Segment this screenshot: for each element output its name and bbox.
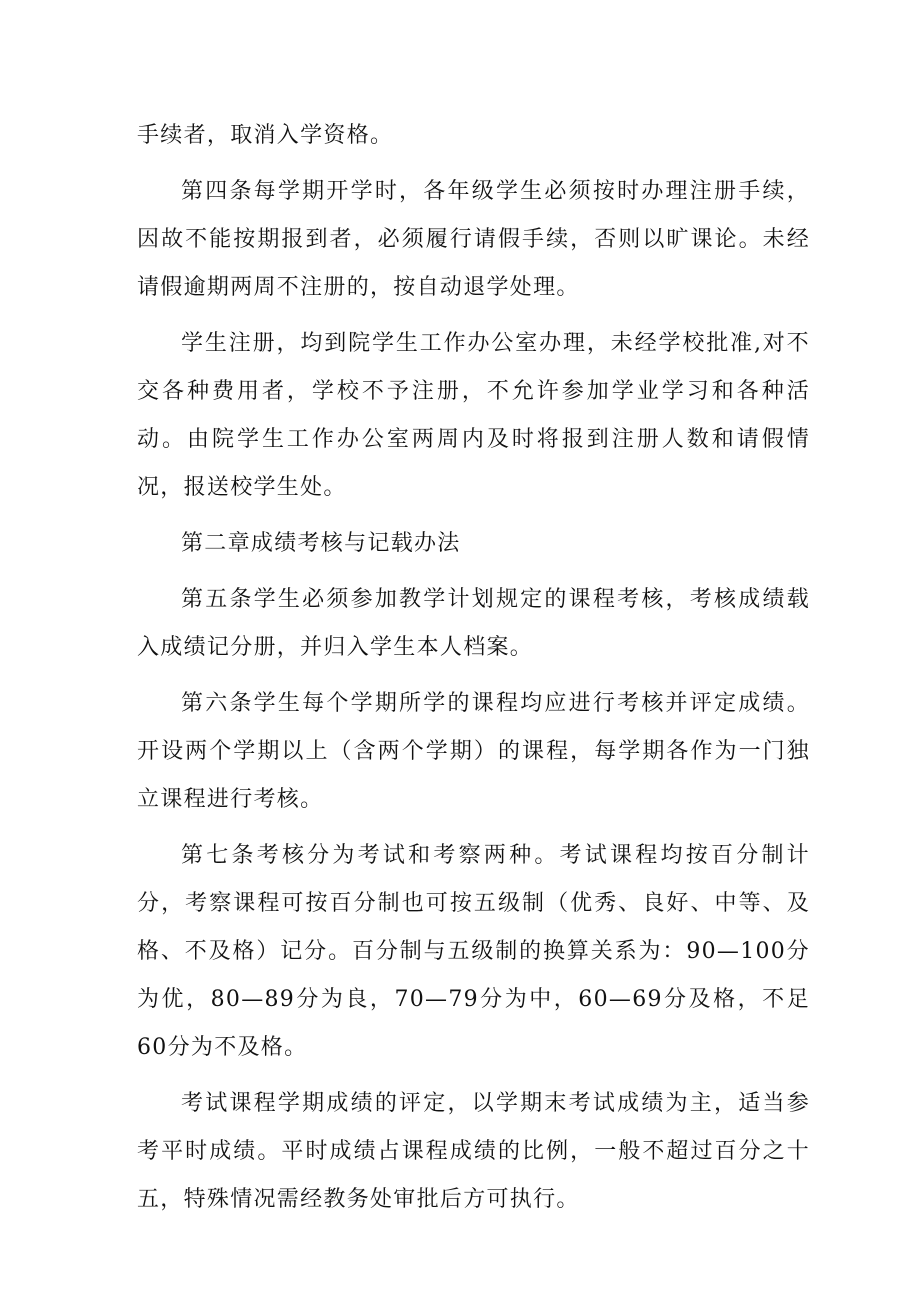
paragraph-registration: 学生注册，均到院学生工作办公室办理，未经学校批准,对不交各种费用者，学校不予注册，不允许参加学业学习和各种活动。由院学生工作办公室两周内及时将报到注册人数和请假情况，报送校学生处。: [137, 331, 810, 500]
paragraph-article-4: 第四条每学期开学时，各年级学生必须按时办理注册手续，因故不能按期报到者，必须履行请假手续，否则以旷课论。未经请假逾期两周不注册的，按自动退学处理。: [137, 179, 810, 300]
chapter-heading: 第二章成绩考核与记载办法: [181, 531, 461, 556]
paragraph-continuation: 手续者，取消入学资格。: [137, 123, 394, 148]
paragraph-grade-evaluation: 考试课程学期成绩的评定，以学期末考试成绩为主，适当参考平时成绩。平时成绩占课程成绩的比例，一般不超过百分之十五，特殊情况需经教务处审批后方可执行。: [137, 1091, 810, 1212]
paragraph-article-6: 第六条学生每个学期所学的课程均应进行考核并评定成绩。开设两个学期以上（含两个学期）的课程，每学期各作为一门独立课程进行考核。: [137, 691, 810, 812]
paragraph-article-5: 第五条学生必须参加教学计划规定的课程考核，考核成绩载入成绩记分册，并归入学生本人档案。: [137, 587, 810, 660]
paragraph-article-7: 第七条考核分为考试和考察两种。考试课程均按百分制计分，考察课程可按百分制也可按五级制（优秀、良好、中等、及格、不及格）记分。百分制与五级制的换算关系为：90—100分为优，80—89分为良，70—79分为中，60—69分及格，不足60分为不及格。: [137, 843, 810, 1060]
